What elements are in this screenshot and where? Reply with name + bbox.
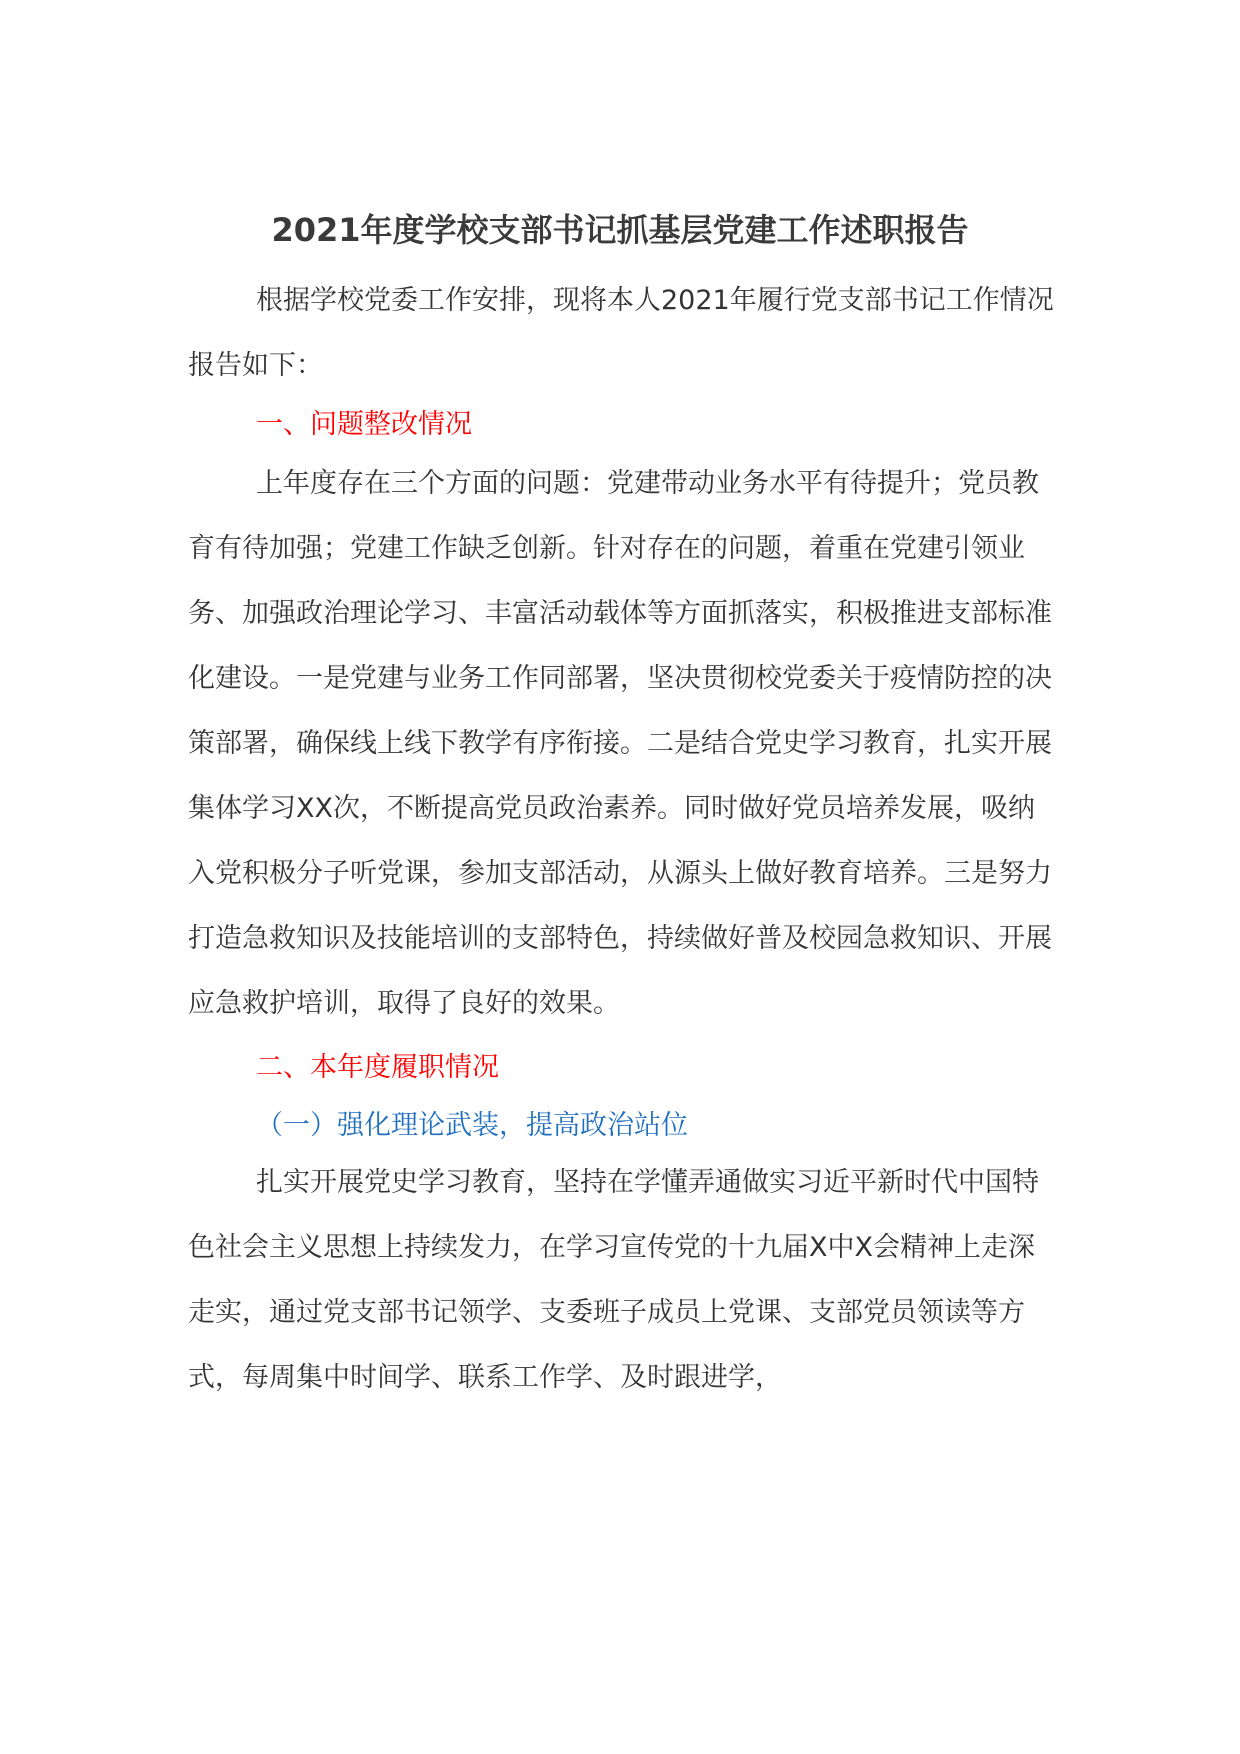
section-heading-annual-performance: 二、本年度履职情况 xyxy=(256,1052,499,1083)
document-title: 2021年度学校支部书记抓基层党建工作述职报告 xyxy=(271,211,969,249)
intro-paragraph: 根据学校党委工作安排，现将本人2021年履行党支部书记工作情况报告如下： xyxy=(188,285,1054,381)
theory-armament-paragraph: 扎实开展党史学习教育，坚持在学懂弄通做实习近平新时代中国特色社会主义思想上持续发力，在学习宣传党的十九届X中X会精神上走深走实，通过党支部书记领学、支委班子成员上党课、支部党员领读等方式，每周集中时间学、联系工作学、及时跟进学， xyxy=(188,1167,1039,1393)
section-heading-problem-rectification: 一、问题整改情况 xyxy=(256,409,472,440)
problem-rectification-paragraph: 上年度存在三个方面的问题：党建带动业务水平有待提升；党员教育有待加强；党建工作缺乏创新。针对存在的问题，着重在党建引领业务、加强政治理论学习、丰富活动载体等方面抓落实，积极推进支部标准化建设。一是党建与业务工作同部署，坚决贯彻校党委关于疫情防控的决策部署，确保线上线下教学有序衔接。二是结合党史学习教育，扎实开展集体学习XX次，不断提高党员政治素养。同时做好党员培养发展，吸纳入党积极分子听党课，参加支部活动，从源头上做好教育培养。三是努力打造急救知识及技能培训的支部特色，持续做好普及校园急救知识、开展应急救护培训，取得了良好的效果。 xyxy=(188,468,1052,1019)
subsection-heading-theory-armament: （一）强化理论武装，提高政治站位 xyxy=(256,1110,688,1141)
